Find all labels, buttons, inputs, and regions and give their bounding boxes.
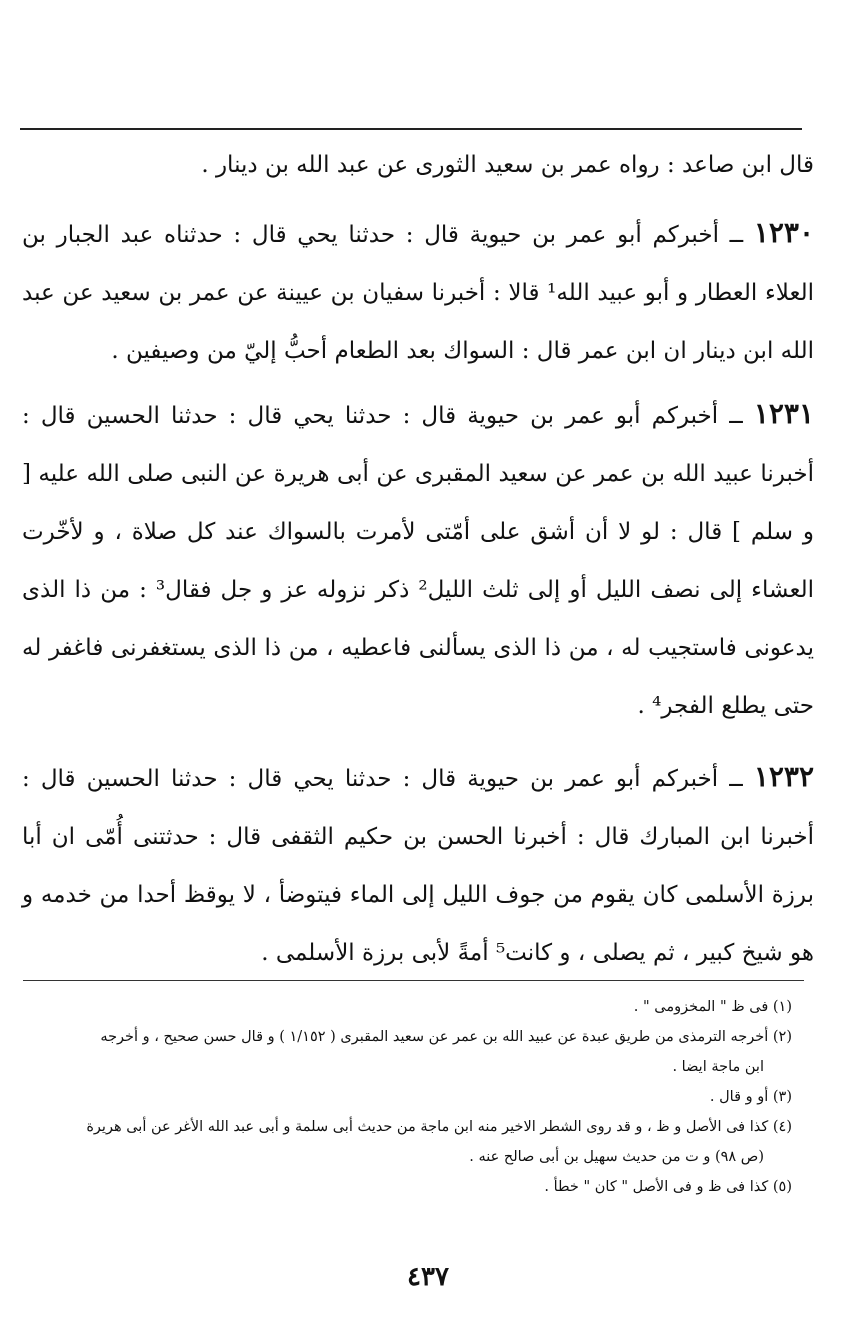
hadith-1232	[22, 748, 814, 982]
top-rule	[20, 128, 802, 130]
paragraph-intro	[22, 136, 814, 194]
hadith-number: ١٢٣١	[753, 397, 814, 430]
hadith-text: ــ أخبركم أبو عمر بن حيوية قال : حدثنا يحي قال : حدثنا الحسين قال : أخبرنا ابن المبارك قال : أخبرنا الحسن بن حكيم الثقفى قال : حدثتنى أُمّى ان أبا برزة الأسلمى كان يقوم من جوف الليل إلى الماء فيتوضأ ، لا يوقظ أحدا من خدمه و هو شيخ كبير ، ثم يصلى ، و كانت⁵ أمةً لأبى برزة الأسلمى .	[22, 766, 814, 966]
footnote-2: (٢) أخرجه الترمذى من طريق عبدة عن عبيد الله بن عمر عن سعيد المقبرى ( ١/١٥٢ ) و قال حسن صحيح ، و أخرجه	[100, 1029, 792, 1045]
hadith-1231	[22, 385, 814, 735]
paragraph-intro-text: قال ابن صاعد : رواه عمر بن سعيد الثورى عن عبد الله بن دينار .	[201, 152, 814, 178]
hadith-number: ١٢٣٠	[753, 216, 814, 249]
hadith-number: ١٢٣٢	[753, 760, 814, 793]
footnote-4: (٤) كذا فى الأصل و ظ ، و قد روى الشطر الاخير منه ابن ماجة من حديث أبى سلمة و أبى عبد الله الأغر عن أبى هريرة	[86, 1119, 792, 1135]
hadith-text: ــ أخبركم أبو عمر بن حيوية قال : حدثنا يحي قال : حدثناه عبد الجبار بن العلاء العطار و أبو عبيد الله¹ قالا : أخبرنا سفيان بن عيينة عن عمر بن سعيد عن عبد الله ابن دينار ان ابن عمر قال : السواك بعد الطعام أحبُّ إليّ من وصيفين .	[22, 222, 814, 364]
footnote-1: (١) فى ظ " المخزومى " .	[633, 999, 792, 1015]
footnote-rule	[23, 980, 804, 981]
footnotes	[18, 992, 792, 1202]
footnote-3: (٣) أو و قال .	[709, 1089, 792, 1105]
footnote-5: (٥) كذا فى ظ و فى الأصل " كان " خطأ .	[544, 1179, 792, 1195]
hadith-1230	[22, 204, 814, 380]
hadith-text: ــ أخبركم أبو عمر بن حيوية قال : حدثنا يحي قال : حدثنا الحسين قال : أخبرنا عبيد الله بن عمر عن سعيد المقبرى عن أبى هريرة عن النبى صلى الله عليه [ و سلم ] قال : لو لا أن أشق على أمّتى لأمرت بالسواك عند كل صلاة ، و لأخّرت العشاء إلى نصف الليل أو إلى ثلث الليل² ذكر نزوله عز و جل فقال³ : من ذا الذى يدعونى فاستجيب له ، من ذا الذى يسألنى فاعطيه ، من ذا الذى يستغفرنى فاغفر له حتى يطلع الفجر⁴ .	[22, 403, 814, 719]
page-number: ٤٣٧	[407, 1262, 449, 1292]
footnote-2-continued: ابن ماجة ايضا .	[672, 1059, 764, 1075]
footnote-4-continued: (ص ٩٨) و ت من حديث سهيل بن أبى صالح عنه .	[469, 1149, 764, 1165]
